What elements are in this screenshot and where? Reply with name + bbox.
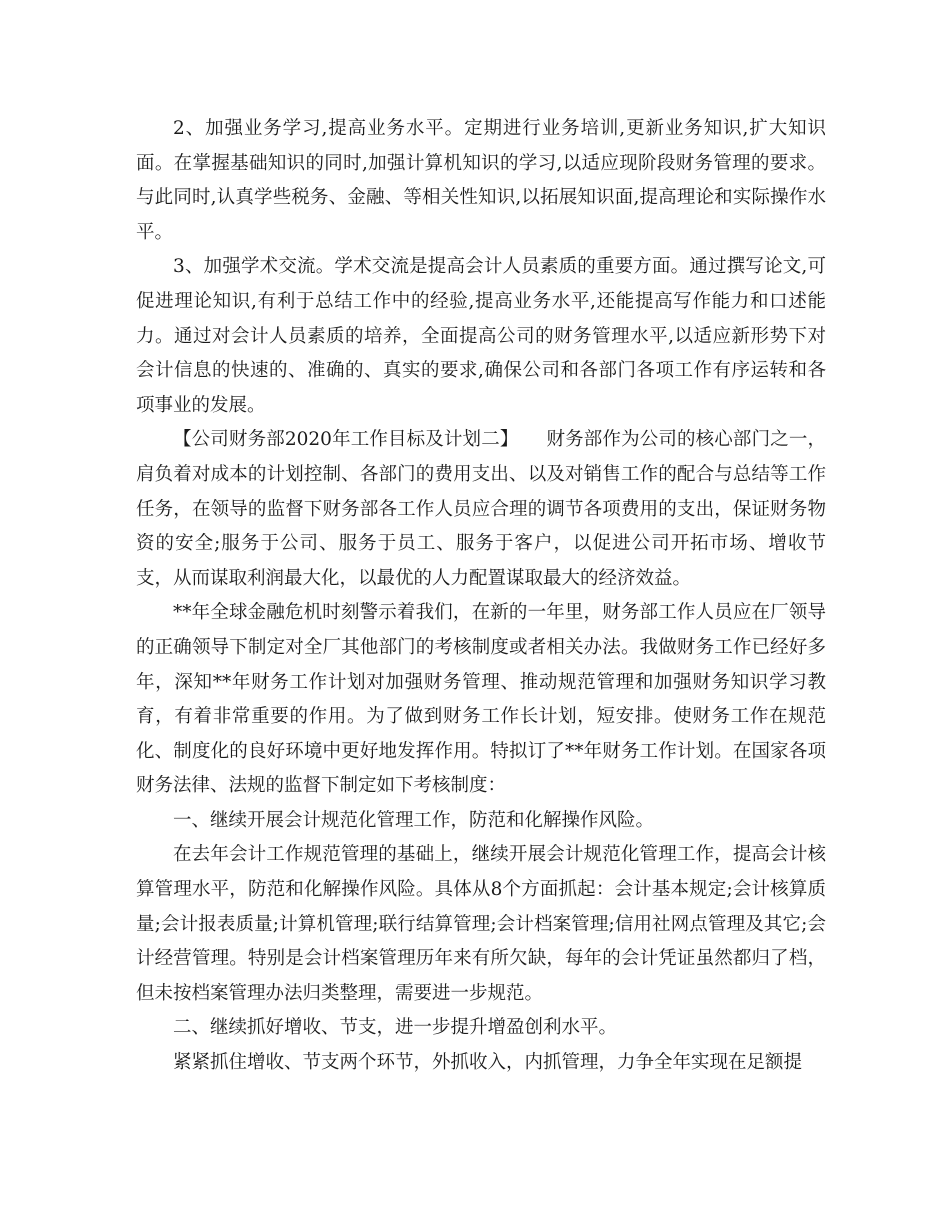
paragraph-financial-crisis: **年全球金融危机时刻警示着我们，在新的一年里，财务部工作人员应在厂领导的正确领导下制定对全厂其他部门的考核制度或者相关办法。我做财务工作已经好多年，深知**年财务工作计划对加强财务管理、推动规范管理和加强财务知识学习教育，有着非常重要的作用。为了做到财务工作长计划，短安排。使财务工作在规范化、制度化的良好环境中更好地发挥作用。特拟订了**年财务工作计划。在国家各项财务法律、法规的监督下制定如下考核制度： (136, 602, 826, 797)
heading-section-two: 二、继续抓好增收、节支，进一步提升增盈创利水平。 (173, 1017, 618, 1039)
document-page (136, 112, 826, 1081)
heading-section-one: 一、继续开展会计规范化管理工作，防范和化解操作风险。 (173, 809, 655, 831)
paragraph-accounting-management: 在去年会计工作规范管理的基础上，继续开展会计规范化管理工作，提高会计核算管理水平，防范和化解操作风险。具体从8个方面抓起：会计基本规定;会计核算质量;会计报表质量;计算机管理;联行结算管理;会计档案管理;信用社网点管理及其它;会计经营管理。特别是会计档案管理历年来有所欠缺，每年的会计凭证虽然都归了档，但未按档案管理办法归类整理，需要进一步规范。 (136, 844, 826, 1004)
paragraph-revenue-cost: 紧紧抓住增收、节支两个环节，外抓收入，内抓管理，力争全年实现在足额提 (173, 1052, 803, 1074)
paragraph-plan-two-intro: 【公司财务部2020年工作目标及计划二】 财务部作为公司的核心部门之一，肩负着对成本的计划控制、各部门的费用支出、以及对销售工作的配合与总结等工作任务，在领导的监督下财务部各工作人员应合理的调节各项费用的支出，保证财务物资的安全;服务于公司、服务于员工、服务于客户，以促进公司开拓市场、增收节支，从而谋取利润最大化，以最优的人力配置谋取最大的经济效益。 (136, 429, 826, 589)
paragraph-academic-exchange: 3、加强学术交流。学术交流是提高会计人员素质的重要方面。通过撰写论文,可促进理论知识,有利于总结工作中的经验,提高业务水平,还能提高写作能力和口述能力。通过对会计人员素质的培养，全面提高公司的财务管理水平,以适应新形势下对会计信息的快速的、准确的、真实的要求,确保公司和各部门各项工作有序运转和各项事业的发展。 (136, 256, 826, 416)
paragraph-study: 2、加强业务学习,提高业务水平。定期进行业务培训,更新业务知识,扩大知识面。在掌握基础知识的同时,加强计算机知识的学习,以适应现阶段财务管理的要求。与此同时,认真学些税务、金融、等相关性知识,以拓展知识面,提高理论和实际操作水平。 (136, 118, 826, 243)
